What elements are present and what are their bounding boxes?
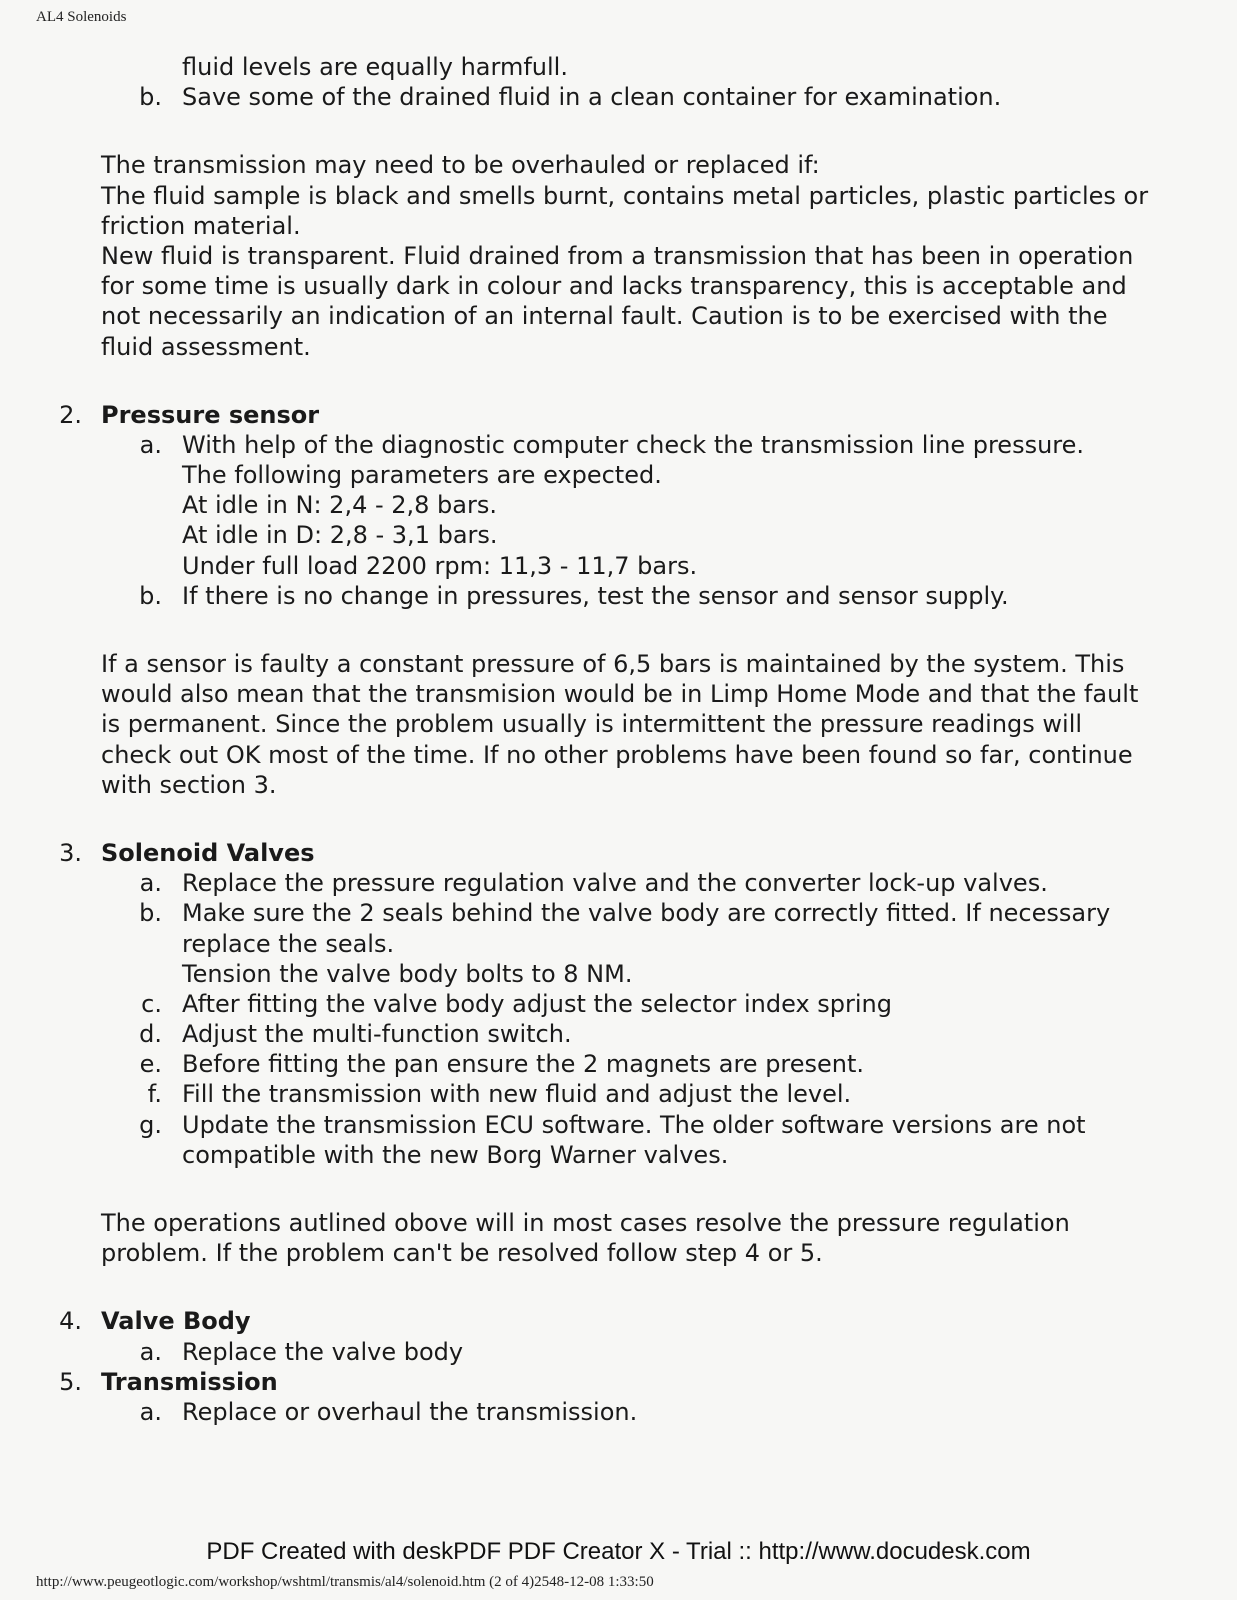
- list-item-label: f.: [147, 1080, 162, 1109]
- list-item: [0, 581, 1237, 611]
- paragraph-line: If a sensor is faulty a constant pressure of 6,5 bars is maintained by the system. This: [101, 650, 1125, 678]
- paragraph-line: The transmission may need to be overhauled or replaced if:: [101, 151, 820, 180]
- list-item-label: d.: [139, 1020, 162, 1049]
- list-item-text: Replace the pressure regulation valve and the converter lock-up valves.: [182, 869, 1048, 898]
- list-item-text: Under full load 2200 rpm: 11,3 - 11,7 bars.: [182, 551, 698, 580]
- list-item-text: Fill the transmission with new fluid and adjust the level.: [182, 1080, 852, 1109]
- list-item: [0, 1049, 1237, 1079]
- section-number: 3.: [59, 838, 82, 867]
- paragraph-line: The operations autlined obove will in most cases resolve the pressure regulation: [101, 1209, 1070, 1237]
- list-item: [0, 1110, 1237, 1170]
- paragraph-line: fluid assessment.: [101, 332, 311, 361]
- list-item-text: At idle in D: 2,8 - 3,1 bars.: [182, 521, 498, 550]
- footer-source-url: http://www.peugeotlogic.com/workshop/wshtml/transmis/al4/solenoid.htm (2 of 4)2548-12-08 1:33:50: [36, 1574, 654, 1590]
- list-item-label: b.: [139, 83, 162, 112]
- paragraph-line: with section 3.: [101, 770, 277, 799]
- section-title: Pressure sensor: [101, 400, 320, 429]
- list-item-label: a.: [139, 869, 162, 898]
- list-item-label: e.: [139, 1050, 162, 1079]
- section-heading: [0, 1306, 1237, 1336]
- pdf-creator-credit: PDF Created with deskPDF PDF Creator X - Trial :: http://www.docudesk.com: [206, 1538, 1031, 1565]
- list-item-label: a.: [139, 1397, 162, 1426]
- list-item: [0, 430, 1237, 581]
- document-body: [0, 52, 1237, 1427]
- list-item-text: Before fitting the pan ensure the 2 magnets are present.: [182, 1050, 865, 1079]
- list-item-text: With help of the diagnostic computer check the transmission line pressure.: [182, 430, 1085, 459]
- paragraph: [0, 150, 1237, 361]
- list-item-label: a.: [139, 430, 162, 459]
- list-item-label: b.: [139, 899, 162, 928]
- paragraph-line: for some time is usually dark in colour and lacks transparency, this is acceptable and: [101, 272, 1127, 301]
- list-item-text: fluid levels are equally harmfull.: [182, 53, 568, 81]
- list-item-continuation: [0, 52, 1237, 82]
- list-item-label: g.: [139, 1110, 162, 1139]
- paragraph: [0, 1208, 1237, 1268]
- list-item-label: c.: [141, 989, 162, 1018]
- paragraph-line: The fluid sample is black and smells burnt, contains metal particles, plastic particles or: [101, 181, 1149, 210]
- section-heading: [0, 1367, 1237, 1397]
- section-heading: [0, 838, 1237, 868]
- list-item-text: The following parameters are expected.: [182, 461, 662, 490]
- section-number: 2.: [59, 400, 82, 429]
- list-item-label: b.: [139, 581, 162, 610]
- section-title: Solenoid Valves: [101, 838, 315, 867]
- section-number: 5.: [59, 1367, 82, 1396]
- page-header-title: AL4 Solenoids: [36, 9, 127, 25]
- list-item: [0, 989, 1237, 1019]
- list-item-text: replace the seals.: [182, 929, 395, 958]
- section-title: Valve Body: [101, 1307, 251, 1336]
- list-item: [0, 1079, 1237, 1109]
- list-item-text: Update the transmission ECU software. The older software versions are not: [182, 1110, 1086, 1139]
- paragraph-line: friction material.: [101, 211, 301, 240]
- paragraph-line: is permanent. Since the problem usually is intermittent the pressure readings will: [101, 710, 1083, 739]
- section-title: Transmission: [101, 1367, 278, 1396]
- list-item-text: Replace the valve body: [182, 1337, 464, 1366]
- paragraph-line: check out OK most of the time. If no other problems have been found so far, continue: [101, 740, 1133, 769]
- list-item-text: Tension the valve body bolts to 8 NM.: [182, 959, 633, 988]
- list-item: [0, 898, 1237, 989]
- list-item-text: If there is no change in pressures, test the sensor and sensor supply.: [182, 581, 1009, 610]
- list-item: [0, 868, 1237, 898]
- section-heading: [0, 400, 1237, 430]
- list-item-text: Save some of the drained fluid in a clean container for examination.: [182, 83, 1002, 112]
- list-item-text: Make sure the 2 seals behind the valve body are correctly fitted. If necessary: [182, 899, 1111, 928]
- list-item: [0, 82, 1237, 112]
- list-item: [0, 1337, 1237, 1367]
- list-item-text: Adjust the multi-function switch.: [182, 1020, 572, 1049]
- paragraph-line: would also mean that the transmision would be in Limp Home Mode and that the fault: [101, 680, 1139, 709]
- list-item-text: At idle in N: 2,4 - 2,8 bars.: [182, 491, 497, 520]
- paragraph-line: New fluid is transparent. Fluid drained from a transmission that has been in operation: [101, 241, 1134, 270]
- list-item: [0, 1019, 1237, 1049]
- paragraph-line: problem. If the problem can't be resolved follow step 4 or 5.: [101, 1239, 823, 1268]
- section-number: 4.: [59, 1307, 82, 1336]
- list-item-text: After fitting the valve body adjust the selector index spring: [182, 989, 892, 1018]
- list-item-text: Replace or overhaul the transmission.: [182, 1397, 638, 1426]
- list-item-text: compatible with the new Borg Warner valves.: [182, 1140, 729, 1169]
- paragraph: [0, 649, 1237, 800]
- list-item-label: a.: [139, 1337, 162, 1366]
- list-item: [0, 1397, 1237, 1427]
- paragraph-line: not necessarily an indication of an internal fault. Caution is to be exercised with the: [101, 302, 1108, 331]
